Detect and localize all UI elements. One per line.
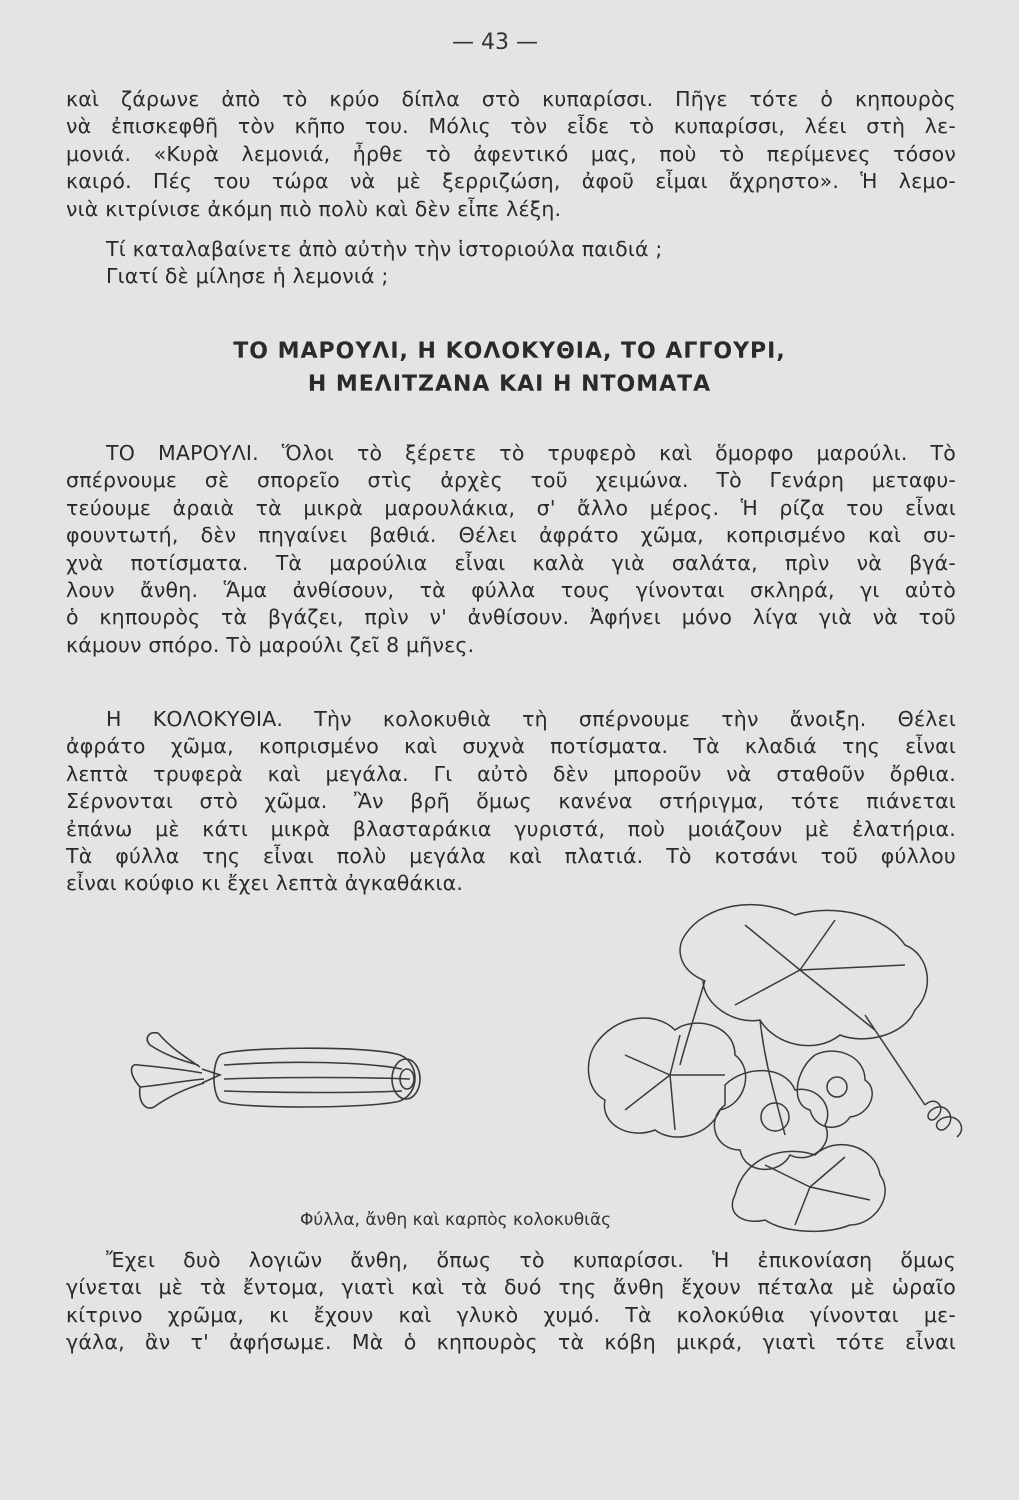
text-line: Σέρνονται στὸ χῶμα. Ἂν βρῆ ὅμως κανένα στήριγμα, τότε πιάνεται: [66, 789, 956, 814]
text-line: κάμουν σπόρο. Τὸ μαρούλι ζεῖ 8 μῆνες.: [66, 632, 475, 657]
section-title-line-2: Η ΜΕΛΙΤΖΑΝΑ ΚΑΙ Η ΝΤΟΜΑΤΑ: [307, 372, 712, 397]
text-line: γίνεται μὲ τὰ ἔντομα, γιατὶ καὶ τὰ δυό της ἄνθη ἔχουν πέταλα μὲ ὡραῖο: [66, 1275, 956, 1300]
text-line: ἀφράτο χῶμα, κοπρισμένο καὶ συχνὰ ποτίσματα. Τὰ κλαδιά της εἶναι: [66, 734, 956, 759]
text-line: ὁ κηπουρὸς τὰ βγάζει, πρὶν ν' ἀνθίσουν. Ἀφήνει μόνο λίγα γιὰ νὰ τοῦ: [66, 605, 956, 630]
text-line: ΤΟ ΜΑΡΟΥΛΙ. Ὅλοι τὸ ξέρετε τὸ τρυφερὸ καὶ ὅμορφο μαρούλι. Τὸ: [106, 441, 956, 465]
questions: [66, 236, 956, 291]
text-line: χνὰ ποτίσματα. Τὰ μαρούλια εἶναι καλὰ γιὰ σαλάτα, πρὶν νὰ βγά-: [66, 550, 956, 575]
text-line: Τὰ φύλλα της εἶναι πολὺ μεγάλα καὶ πλατιά. Τὸ κοτσάνι τοῦ φύλλου: [66, 843, 956, 868]
text-line: καιρό. Πές του τώρα νὰ μὲ ξερριζώση, ἀφοῦ εἶμαι ἄχρηστο». Ἡ λεμο-: [66, 169, 956, 194]
zucchini-leaves-flowers-illustration: [585, 895, 985, 1235]
text-line: καὶ ζάρωνε ἀπὸ τὸ κρύο δίπλα στὸ κυπαρίσσι. Πῆγε τότε ὁ κηπουρὸς: [66, 87, 956, 111]
text-line: εἶναι κούφιο κι ἔχει λεπτὰ ἀγκαθάκια.: [66, 871, 464, 896]
intro-paragraph: [66, 86, 956, 223]
text-line: λουν ἄνθη. Ἅμα ἀνθίσουν, τὰ φύλλα τους γίνονται σκληρά, γι αὐτὸ: [66, 577, 956, 602]
text-line: μονιά. «Κυρὰ λεμονιά, ἦρθε τὸ ἀφεντικό μας, ποὺ τὸ περίμενες τόσον: [66, 141, 956, 166]
page-number: — 43 —: [452, 30, 538, 55]
text-line: κίτρινο χρῶμα, κι ἔχουν καὶ γλυκὸ χυμό. Τὰ κολοκύθια γίνονται με-: [66, 1302, 956, 1327]
text-line: ἐπάνω μὲ κάτι μικρὰ βλασταράκια γυριστά, ποὺ μοιάζουν μὲ ἐλατήρια.: [66, 816, 956, 841]
text-line: φουντωτή, δὲν πηγαίνει βαθιά. Θέλει ἀφράτο χῶμα, κοπρισμένο καὶ συ-: [66, 523, 956, 548]
zucchini-fruit-illustration: [120, 1025, 430, 1125]
text-line: νὰ ἐπισκεφθῆ τὸν κῆπο του. Μόλις τὸν εἶδε τὸ κυπαρίσσι, λέει στὴ λε-: [66, 114, 956, 139]
closing-paragraph: [66, 1247, 956, 1357]
text-line: σπέρνουμε σὲ σπορεῖο στὶς ἀρχὲς τοῦ χειμώνα. Τὸ Γενάρη μεταφυ-: [66, 468, 956, 493]
text-line: λεπτὰ τρυφερὰ καὶ μεγάλα. Γι αὐτὸ δὲν μποροῦν νὰ σταθοῦν ὄρθια.: [66, 761, 956, 786]
section-title-line-1: ΤΟ ΜΑΡΟΥΛΙ, Η ΚΟΛΟΚΥΘΙΑ, ΤΟ ΑΓΓΟΥΡΙ,: [233, 339, 786, 364]
text-line: Ἔχει δυὸ λογιῶν ἄνθη, ὅπως τὸ κυπαρίσσι. Ἡ ἐπικονίαση ὅμως: [106, 1248, 956, 1272]
text-line: γάλα, ἂν τ' ἀφήσωμε. Μὰ ὁ κηπουρὸς τὰ κόβη μικρά, γιατὶ τότε εἶναι: [66, 1330, 956, 1355]
figure-caption: Φύλλα, ἄνθη καὶ καρπὸς κολοκυθιᾶς: [300, 1210, 612, 1230]
text-line: νιὰ κιτρίνισε ἀκόμη πιὸ πολὺ καὶ δὲν εἶπε λέξη.: [66, 196, 562, 221]
text-line: Η ΚΟΛΟΚΥΘΙΑ. Τὴν κολοκυθιὰ τὴ σπέρνουμε τὴν ἄνοιξη. Θέλει: [106, 707, 956, 731]
text-line: τεύουμε ἀραιὰ τὰ μικρὰ μαρουλάκια, σ' ἄλλο μέρος. Ἡ ρίζα του εἶναι: [66, 495, 956, 520]
question-line: Γιατί δὲ μίλησε ἡ λεμονιά ;: [106, 264, 389, 289]
question-line: Τί καταλαβαίνετε ἀπὸ αὐτὴν τὴν ἱστοριούλα παιδιά ;: [106, 237, 663, 261]
marouli-paragraph: [66, 440, 956, 659]
kolokythia-paragraph: [66, 706, 956, 898]
